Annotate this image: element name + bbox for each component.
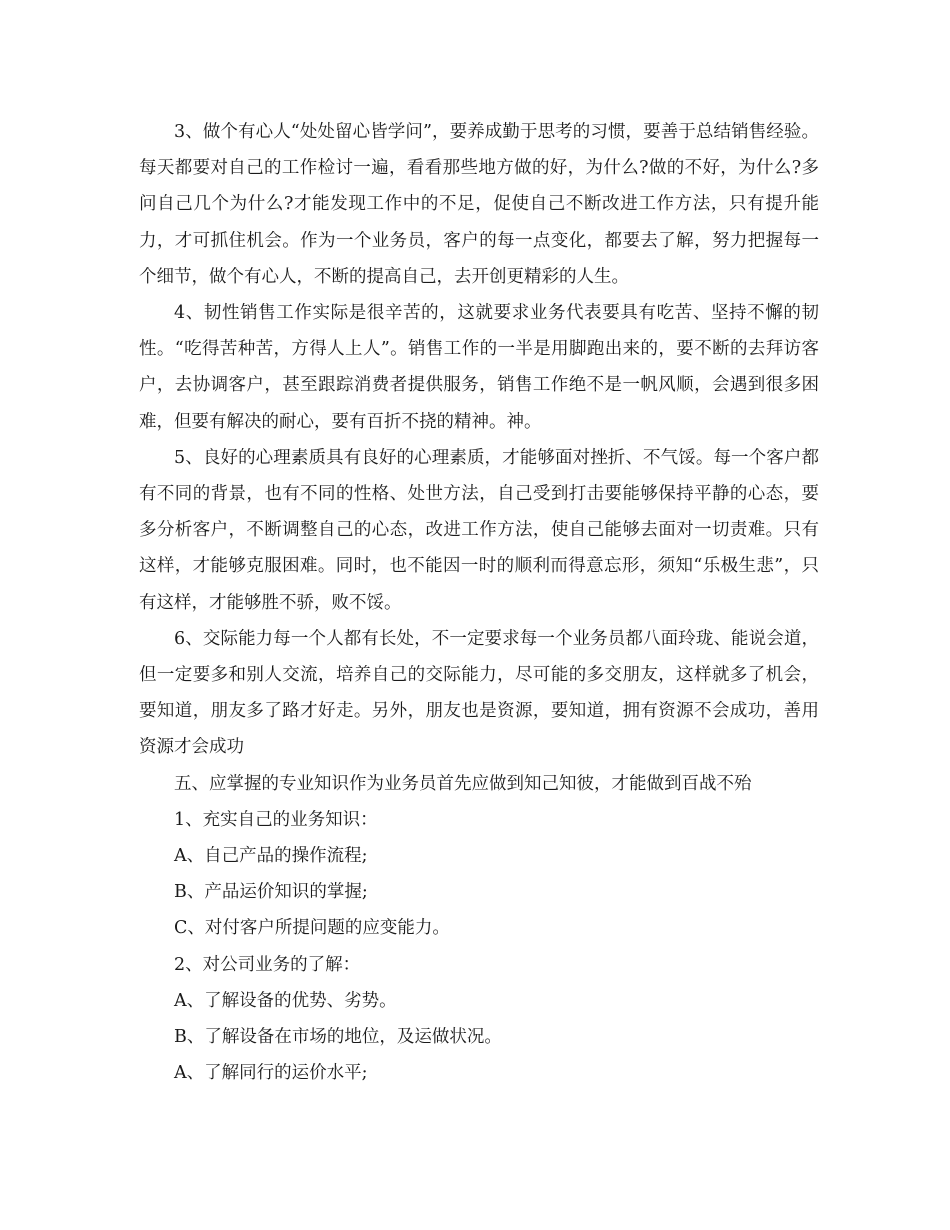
list-item: B、产品运价知识的掌握;	[174, 882, 368, 903]
section-heading-knowledge: 五、应掌握的专业知识作为业务员首先应做到知己知彼，才能做到百战不殆	[174, 773, 752, 794]
paragraph-psychology: 5、良好的心理素质具有良好的心理素质，才能够面对挫折、不气馁。每一个客户都有不同的背景，也有不同的性格、处世方法，自己受到打击要能够保持平静的心态，要多分析客户，不断调整自己的心态，改进工作方法，使自己能够去面对一切责难。只有这样，才能够克服困难。同时，也不能因一时的顺利而得意忘形，须知“乐极生悲”，只有这样，才能够胜不骄，败不馁。	[139, 447, 819, 613]
list-item: B、了解设备在市场的地位，及运做状况。	[174, 1027, 502, 1048]
list-item: 1、充实自己的业务知识：	[174, 809, 378, 830]
list-item: 2、对公司业务的了解：	[174, 954, 361, 975]
list-item: C、对付客户所提问题的应变能力。	[174, 918, 450, 939]
list-item: A、了解设备的优势、劣势。	[174, 990, 397, 1011]
paragraph-social-skills: 6、交际能力每一个人都有长处，不一定要求每一个业务员都八面玲珑、能说会道，但一定要多和别人交流，培养自己的交际能力，尽可能的多交朋友，这样就多了机会，要知道，朋友多了路才好走。另外，朋友也是资源，要知道，拥有资源不会成功，善用资源才会成功	[139, 628, 819, 758]
paragraph-attentive: 3、做个有心人“处处留心皆学问”，要养成勤于思考的习惯，要善于总结销售经验。每天都要对自己的工作检讨一遍，看看那些地方做的好，为什么?做的不好，为什么?多问自己几个为什么?才能发现工作中的不足，促使自己不断改进工作方法，只有提升能力，才可抓住机会。作为一个业务员，客户的每一点变化，都要去了解，努力把握每一个细节，做个有心人，不断的提高自己，去开创更精彩的人生。	[139, 122, 819, 287]
list-item: A、了解同行的运价水平;	[174, 1063, 368, 1084]
paragraph-tenacity: 4、韧性销售工作实际是很辛苦的，这就要求业务代表要具有吃苦、坚持不懈的韧性。“吃得苦种苦，方得人上人”。销售工作的一半是用脚跑出来的，要不断的去拜访客户，去协调客户，甚至跟踪消费者提供服务，销售工作绝不是一帆风顺，会遇到很多困难，但要有解决的耐心，要有百折不挠的精神。神。	[139, 303, 819, 432]
list-item: A、自己产品的操作流程;	[174, 846, 368, 867]
document-body	[139, 114, 819, 1091]
